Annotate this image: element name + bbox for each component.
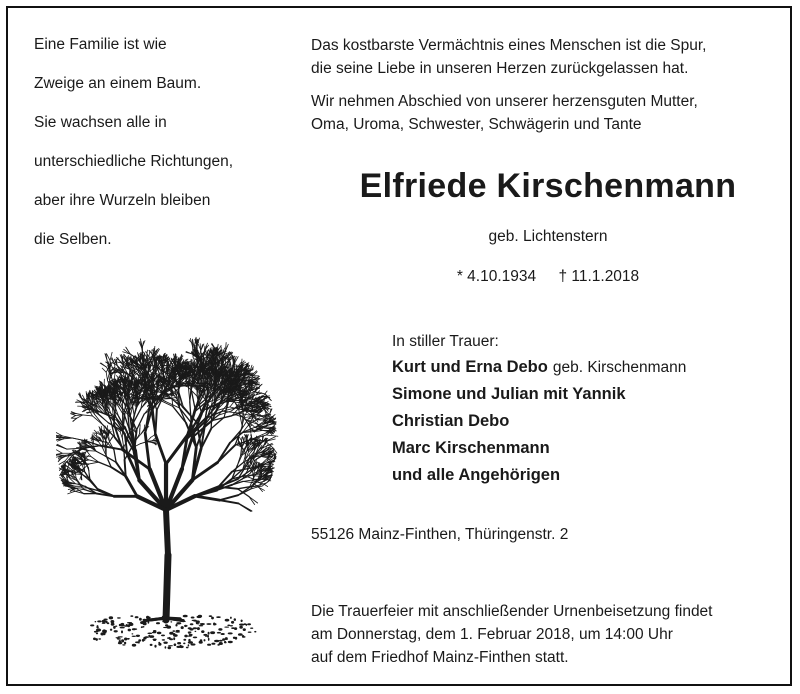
obituary-notice	[6, 6, 792, 686]
funeral-line: Die Trauerfeier mit anschließender Urnenbeisetzung findet	[311, 603, 713, 620]
poem-line: Zweige an einem Baum.	[34, 75, 202, 92]
death-date: † 11.1.2018	[558, 268, 640, 285]
mourners-block	[392, 330, 792, 489]
intro-line: Oma, Uroma, Schwester, Schwägerin und Tante	[311, 116, 642, 133]
life-dates	[308, 268, 788, 286]
poem-line: aber ihre Wurzeln bleiben	[34, 192, 211, 209]
birth-name: geb. Lichtenstern	[488, 228, 608, 245]
intro-text	[311, 34, 781, 136]
poem-line: Sie wachsen alle in	[34, 114, 167, 131]
deceased-name: Elfriede Kirschenmann	[359, 167, 737, 205]
mourner-row	[392, 408, 792, 435]
funeral-info	[311, 600, 791, 669]
mourner-name: Christian Debo	[392, 412, 510, 430]
mourning-lead: In stiller Trauer:	[392, 333, 499, 350]
poem	[34, 34, 294, 268]
mourner-row	[392, 354, 792, 381]
intro-line: die seine Liebe in unseren Herzen zurückgelassen hat.	[311, 60, 689, 77]
birth-date: * 4.10.1934	[456, 268, 537, 285]
mourner-name: Kurt und Erna Debo	[392, 358, 548, 376]
mourner-name: Marc Kirschenmann	[392, 439, 550, 457]
mourner-name: und alle Angehörigen	[392, 466, 561, 484]
mourner-name: Simone und Julian mit Yannik	[392, 385, 626, 403]
funeral-line: auf dem Friedhof Mainz-Finthen statt.	[311, 649, 569, 666]
mourner-note: geb. Kirschenmann	[552, 359, 687, 376]
poem-line: Eine Familie ist wie	[34, 36, 167, 53]
intro-line: Das kostbarste Vermächtnis eines Menschen ist die Spur,	[311, 37, 707, 54]
poem-line: die Selben.	[34, 231, 112, 248]
poem-line: unterschiedliche Richtungen,	[34, 153, 234, 170]
mourner-row	[392, 462, 792, 489]
funeral-line: am Donnerstag, dem 1. Februar 2018, um 14:00 Uhr	[311, 626, 673, 643]
intro-line: Wir nehmen Abschied von unserer herzensguten Mutter,	[311, 93, 698, 110]
address: 55126 Mainz-Finthen, Thüringenstr. 2	[311, 526, 569, 543]
mourner-row	[392, 435, 792, 462]
tree-icon	[56, 320, 286, 660]
mourner-row	[392, 381, 792, 408]
